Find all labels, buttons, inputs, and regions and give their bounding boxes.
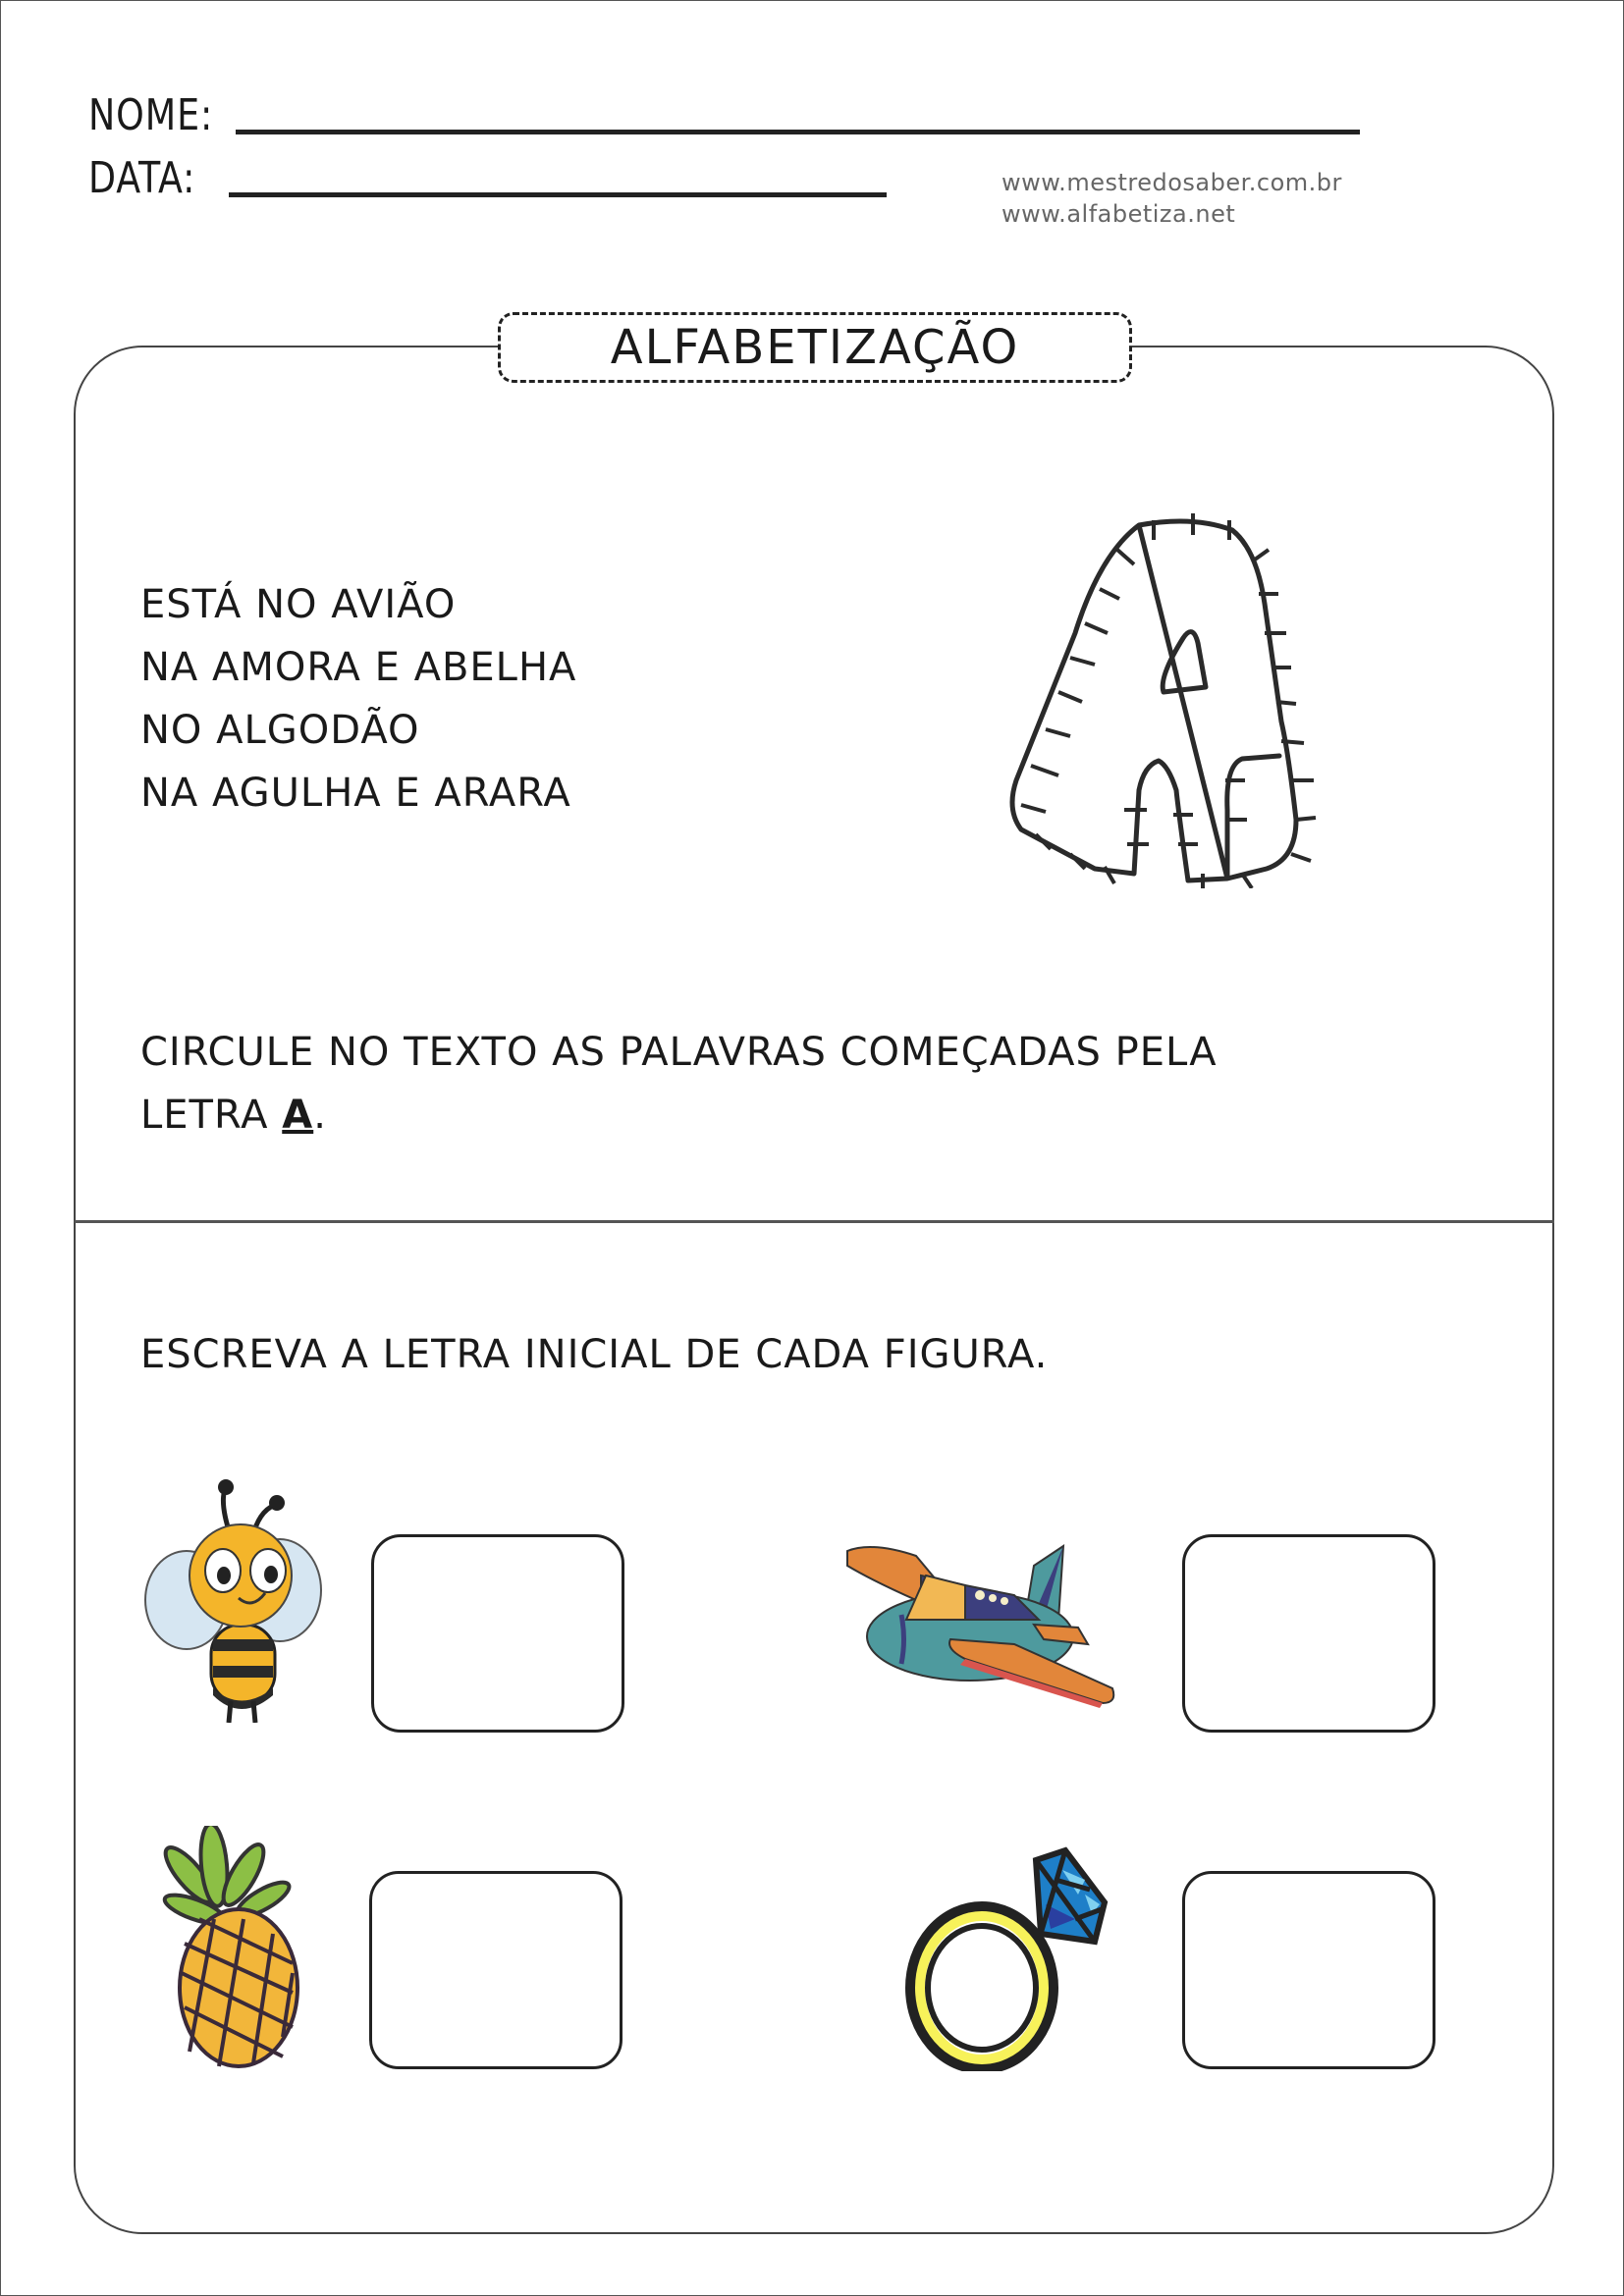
exercise1-line1: CIRCULE NO TEXTO AS PALAVRAS COMEÇADAS PELA (140, 1030, 1218, 1075)
section-divider (75, 1220, 1554, 1223)
answer-box-pineapple[interactable] (369, 1871, 623, 2069)
bee-icon (142, 1477, 329, 1723)
exercise1-line2: LETRA A. (140, 1093, 327, 1138)
airplane-icon (842, 1541, 1127, 1708)
date-label: DATA: (88, 153, 196, 203)
highlighted-letter: A (282, 1093, 314, 1138)
pineapple-icon (160, 1826, 312, 2071)
exercise2-instruction: ESCREVA A LETRA INICIAL DE CADA FIGURA. (140, 1332, 1049, 1377)
answer-box-bee[interactable] (371, 1534, 624, 1733)
poem-line: NA AGULHA E ARARA (140, 771, 571, 816)
poem (140, 573, 576, 825)
name-label: NOME: (88, 90, 214, 140)
page-title: ALFABETIZAÇÃO (610, 320, 1020, 375)
name-field[interactable] (236, 130, 1360, 134)
poem-line: ESTÁ NO AVIÃO (140, 582, 457, 627)
website-link-2: www.alfabetiza.net (1001, 200, 1236, 228)
ring-icon (884, 1826, 1129, 2071)
exercise1-instruction (140, 1021, 1218, 1147)
answer-box-ring[interactable] (1182, 1871, 1435, 2069)
letter-a-stitched-icon (1001, 496, 1326, 888)
answer-box-airplane[interactable] (1182, 1534, 1435, 1733)
website-link-1: www.mestredosaber.com.br (1001, 169, 1342, 196)
poem-line: NO ALGODÃO (140, 708, 420, 753)
poem-line: NA AMORA E ABELHA (140, 645, 577, 690)
date-field[interactable] (229, 192, 887, 197)
title-banner (498, 312, 1132, 383)
